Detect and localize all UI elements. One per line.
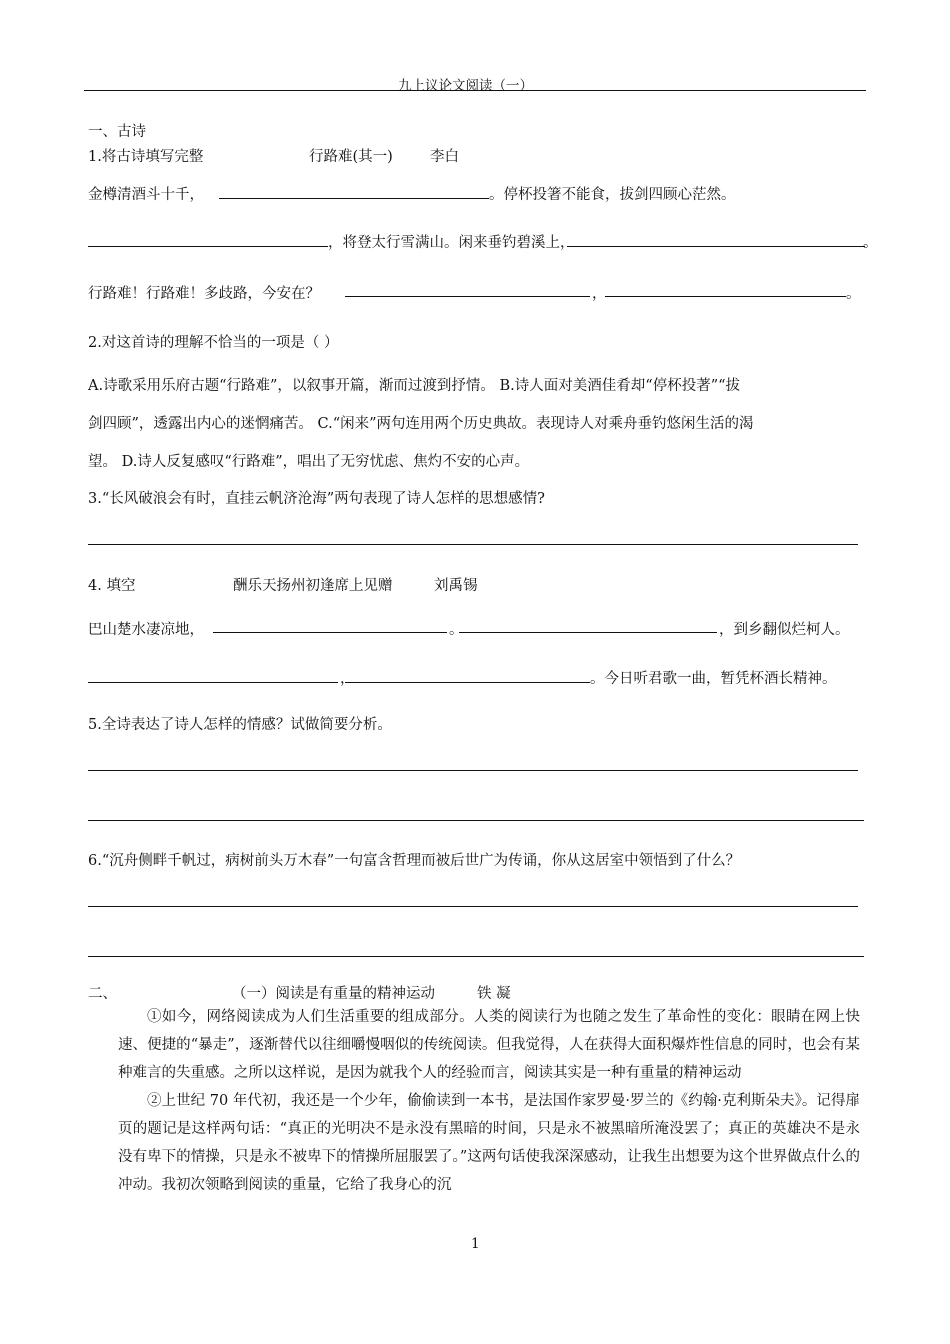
q4-blank-2[interactable]	[459, 632, 717, 633]
q2-options-line3: 望。 D.诗人反复感叹“行路难”，唱出了无穷忧虑、焦灼不安的心声。	[88, 454, 530, 470]
reading-author: 铁 凝	[477, 986, 511, 1002]
q1-line1-end: 。停杯投箸不能食，拔剑四顾心茫然。	[489, 187, 736, 203]
q1-blank-3[interactable]	[567, 246, 865, 247]
reading-body	[118, 1003, 860, 1199]
q1-label: 1.将古诗填写完整	[88, 149, 204, 165]
q3-answer-line[interactable]	[88, 544, 858, 545]
q4-blank-4[interactable]	[345, 682, 590, 683]
q1-line3-start: 行路难！行路难！多歧路，今安在？	[88, 286, 320, 302]
q3-question: 3.“长风破浪会有时，直挂云帆济沧海”两句表现了诗人怎样的思想感情?	[88, 491, 545, 507]
header-title: 九上议论文阅读（一）	[398, 78, 533, 94]
q1-blank-2[interactable]	[88, 246, 328, 247]
q1-poem-author: 李白	[430, 149, 459, 165]
q5-answer-line-1[interactable]	[88, 770, 858, 771]
q4-blank-3[interactable]	[88, 682, 338, 683]
q1-line3-end: 。	[846, 286, 861, 302]
q4-line1-end: ，到乡翻似烂柯人。	[719, 622, 850, 638]
q1-line2-mid: ，将登太行雪满山。闲来垂钓碧溪上，	[328, 235, 575, 251]
q4-line2-mid: ，	[340, 671, 355, 687]
q1-line2-end: 。	[863, 235, 878, 251]
q4-line1-mid: 。	[449, 622, 464, 638]
page-number: 1	[471, 1236, 480, 1252]
q2-options-line1: A.诗歌采用乐府古题“行路难”，以叙事开篇，渐而过渡到抒情。 B.诗人面对美酒佳肴却“停杯投著”“拔	[88, 378, 741, 394]
q6-answer-line-1[interactable]	[88, 906, 858, 907]
q5-question: 5.全诗表达了诗人怎样的情感？试做简要分析。	[88, 717, 392, 733]
q4-line1-start: 巴山楚水凄凉地，	[88, 622, 204, 638]
q2-question: 2.对这首诗的理解不恰当的一项是（ ）	[88, 335, 339, 351]
q1-line3-mid: ，	[592, 286, 607, 302]
q1-blank-5[interactable]	[605, 296, 846, 297]
header-rule	[84, 90, 866, 91]
q4-blank-1[interactable]	[213, 632, 447, 633]
section2-label: 二、	[88, 986, 117, 1002]
q2-options-line2: 剑四顾”，透露出内心的迷惘痛苦。 C.“闲来”两句连用两个历史典故。表现诗人对乘舟垂钓悠闲生活的渴	[88, 416, 754, 432]
reading-paragraph-1: ①如今，网络阅读成为人们生活重要的组成部分。人类的阅读行为也随之发生了革命性的变化：眼睛在网上快速、便捷的“暴走”，逐渐替代以往细嚼慢咽似的传统阅读。但我觉得，人在获得大面积爆炸性信息的同时，也会有某种难言的失重感。之所以这样说，是因为就我个人的经验而言，阅读其实是一种有重量的精神运动	[118, 1009, 860, 1081]
section1-heading: 一、古诗	[88, 124, 146, 140]
q4-poem-title: 酬乐天扬州初逢席上见赠	[233, 578, 393, 594]
q1-line1-start: 金樽清酒斗十千，	[88, 187, 204, 203]
q4-line2-end: 。今日听君歌一曲，暂凭杯酒长精神。	[590, 671, 837, 687]
reading-paragraph-2: ②上世纪 70 年代初，我还是一个少年，偷偷读到一本书，是法国作家罗曼·罗兰的《约翰·克利斯朵夫》。记得扉页的题记是这样两句话：“真正的光明决不是永没有黑暗的时间，只是永不被黑暗所淹没罢了；真正的英雄决不是永没有卑下的情操，只是永不被卑下的情操所屈服罢了。”这两句话使我深深感动，让我生出想要为这个世界做点什么的冲动。我初次领略到阅读的重量，它给了我身心的沉	[118, 1093, 860, 1193]
q6-answer-line-2[interactable]	[88, 956, 864, 957]
q1-blank-4[interactable]	[345, 296, 590, 297]
q4-label: 4. 填空	[88, 578, 136, 594]
q1-poem-title: 行路难(其一)	[309, 149, 393, 165]
q5-answer-line-2[interactable]	[88, 820, 864, 821]
q6-question: 6.“沉舟侧畔千帆过，病树前头万木春”一句富含哲理而被后世广为传诵，你从这居室中领悟到了什么？	[88, 853, 741, 869]
reading-title: （一）阅读是有重量的精神运动	[232, 986, 435, 1002]
q1-blank-1[interactable]	[219, 198, 489, 199]
q4-poem-author: 刘禹锡	[434, 578, 478, 594]
